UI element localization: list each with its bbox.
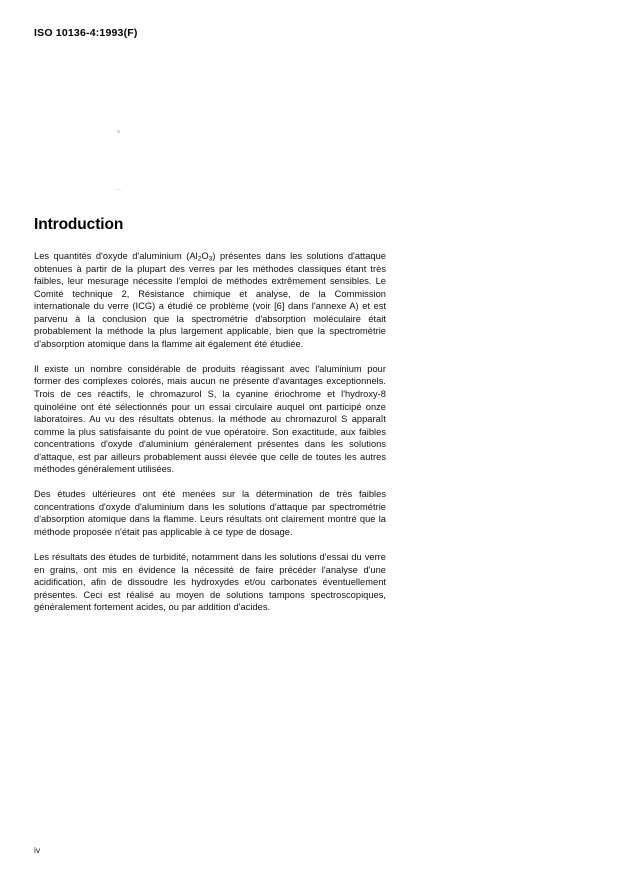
page-content <box>34 216 386 614</box>
body-paragraph: Les résultats des études de turbidité, notamment dans les solutions d'essai du verre en grains, ont mis en évidence la nécessité de faire précéder l'analyse d'une acidification, afin de dissoudre les hydroxydes et/ou carbonates éventuellement présentes. Ceci est réalisé au moyen de solutions tampons spectroscopiques, généralement fortement acides, ou par addition d'acides. <box>34 552 386 613</box>
scan-artifact-speckle <box>117 130 120 133</box>
page-number: iv <box>34 845 41 855</box>
body-paragraph: Des études ultérieures ont été menées sur la détermination de très faibles concentrations d'oxyde d'aluminium dans les solutions d'attaque par spectrométrie d'absorption atomique dans la flamme. Leurs résultats ont clairement montré que la méthode proposée n'était pas applicable à ce type de dosage. <box>34 489 386 537</box>
body-paragraph: Les quantités d'oxyde d'aluminium $(Al_2O_3)$ présentes dans les solutions d'attaque obtenues à partir de la plupart des verres par les méthodes classiques étant très faibles, leur mesurage nécessite l'emploi de méthodes extrêmement sensibles. Le Comité technique 2, Résistance chimique et analyse, de la Commission internationale du verre (ICG) a étudié ce problème (voir [6] dans l'annexe A) et est parvenu à la conclusion que la spectrométrie d'absorption moléculaire était probablement la méthode la plus largement applicable, bien que la spectrométrie d'absorption atomique dans la flamme ait également été étudiée. <box>34 251 387 349</box>
body-paragraph: Il existe un nombre considérable de produits réagissant avec l'aluminium pour former des complexes colorés, mais aucun ne présente d'avantages exceptionnels. Trois de ces réactifs, le chromazurol S, la cyanine ériochrome et l'hydroxy-8 quinoléine ont été sélectionnés pour un essai circulaire auquel ont participé onze laboratoires. Au vu des résultats obtenus. la méthode au chromazurol S apparaît comme la plus satisfaisante du point de vue opératoire. Son exactitude, aux faibles concentrations d'oxyde d'aluminium généralement présentes dans les solutions d'attaque, est par ailleurs probablement aussi élevée que celle de toutes les autres méthodes généralement utilisées. <box>34 363 386 475</box>
running-head: ISO 10136-4:1993(F) <box>34 27 138 39</box>
scan-artifact-speckle <box>115 189 121 190</box>
section-title: Introduction <box>34 216 124 233</box>
